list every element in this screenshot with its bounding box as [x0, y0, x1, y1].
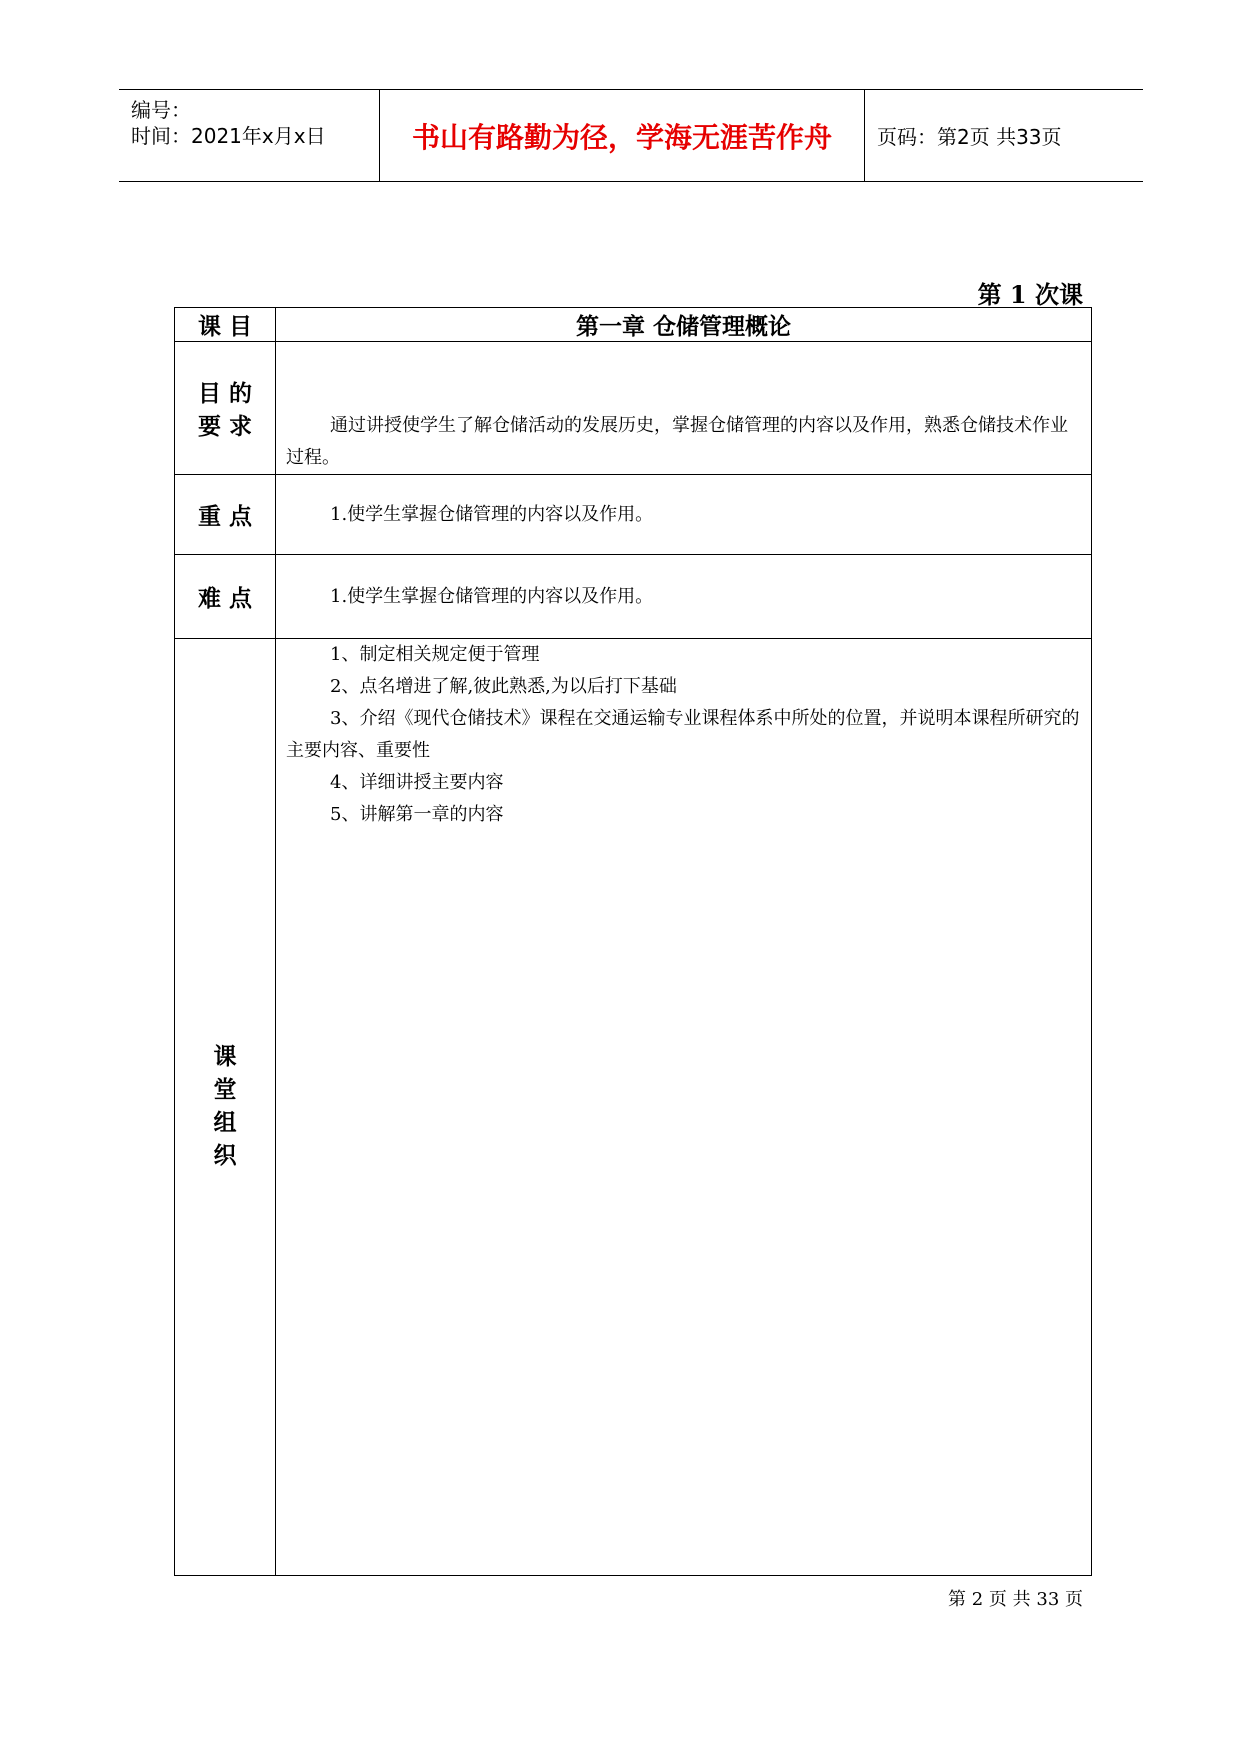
difficulty-cell — [276, 555, 1092, 639]
key-label: 重 点 — [175, 475, 276, 555]
lesson-plan-table — [174, 307, 1092, 1576]
org-label-char: 课 — [213, 1044, 237, 1070]
goal-label-line-2: 要 求 — [197, 414, 252, 440]
organization-label — [175, 639, 276, 1576]
subject-row — [175, 308, 1092, 342]
difficulty-label: 难 点 — [175, 555, 276, 639]
subject-label: 课 目 — [175, 308, 276, 342]
goal-label — [175, 342, 276, 475]
page-header — [119, 89, 1143, 182]
org-label-char: 织 — [213, 1143, 237, 1169]
page-footer: 第 2 页 共 33 页 — [948, 1589, 1083, 1610]
serial-label: 编号： — [131, 98, 191, 122]
org-label-char: 组 — [213, 1110, 237, 1136]
time-label: 时间：2021年x月x日 — [131, 124, 326, 148]
goal-cell — [276, 342, 1092, 475]
list-item: 1、制定相关规定便于管理 — [330, 644, 540, 665]
goal-row — [175, 342, 1092, 475]
organization-row — [175, 639, 1092, 1576]
key-text: 1.使学生掌握仓储管理的内容以及作用。 — [330, 503, 654, 525]
goal-text: 通过讲授使学生了解仓储活动的发展历史，掌握仓储管理的内容以及作用，熟悉仓储技术作业过程。 — [286, 415, 1068, 468]
header-page-info: 页码：第2页 共33页 — [877, 125, 1062, 149]
list-item: 2、点名增进了解,彼此熟悉,为以后打下基础 — [330, 676, 677, 697]
difficulty-text: 1.使学生掌握仓储管理的内容以及作用。 — [330, 585, 654, 607]
lesson-number: 第 1 次课 — [977, 280, 1083, 309]
key-row — [175, 475, 1092, 555]
key-cell — [276, 475, 1092, 555]
difficulty-row — [175, 555, 1092, 639]
goal-label-line-1: 目 的 — [197, 381, 252, 407]
organization-cell — [276, 639, 1092, 1576]
organization-list — [276, 639, 1091, 831]
subject-value: 第一章 仓储管理概论 — [276, 308, 1092, 342]
header-motto: 书山有路勤为径，学海无涯苦作舟 — [380, 90, 865, 181]
org-label-char: 堂 — [213, 1077, 237, 1103]
list-item: 5、讲解第一章的内容 — [330, 804, 504, 825]
list-item: 3、介绍《现代仓储技术》课程在交通运输专业课程体系中所处的位置，并说明本课程所研究的主要内容、重要性 — [286, 708, 1080, 761]
header-meta-cell — [119, 90, 380, 181]
list-item: 4、详细讲授主要内容 — [330, 772, 504, 793]
